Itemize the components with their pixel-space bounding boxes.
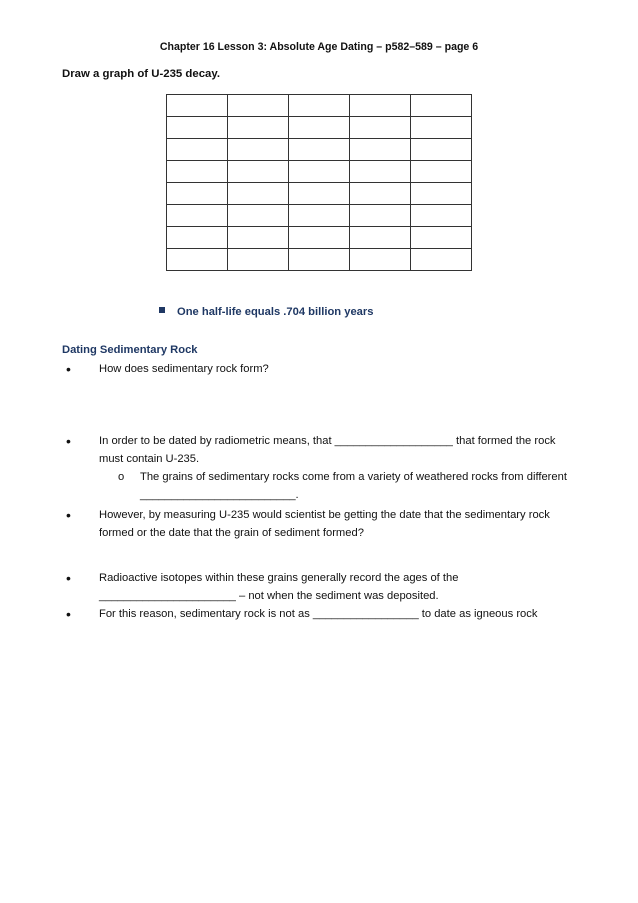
grid-cell: [228, 161, 289, 183]
grid-cell: [289, 117, 350, 139]
grid-cell: [350, 227, 411, 249]
grid-cell: [411, 95, 472, 117]
grid-cell: [167, 249, 228, 271]
grid-cell: [228, 227, 289, 249]
grid-cell: [167, 183, 228, 205]
bullet-icon: [66, 569, 71, 589]
grid-cell: [228, 183, 289, 205]
bullet-icon: [66, 506, 71, 526]
grid-row: [167, 161, 472, 183]
square-bullet-icon: [159, 307, 165, 313]
grid-cell: [167, 117, 228, 139]
grid-cell: [350, 161, 411, 183]
grid-cell: [167, 227, 228, 249]
grid-cell: [411, 205, 472, 227]
grid-cell: [167, 161, 228, 183]
sub-bullet-item: o The grains of sedimentary rocks come from a variety of weathered rocks from different _________________________.: [118, 468, 568, 504]
grid-cell: [289, 95, 350, 117]
half-life-note: One half-life equals .704 billion years: [159, 306, 373, 318]
grid-cell: [350, 183, 411, 205]
grid-cell: [350, 95, 411, 117]
page-header: Chapter 16 Lesson 3: Absolute Age Dating – p582–589 – page 6: [159, 41, 479, 53]
grid-row: [167, 183, 472, 205]
grid-cell: [350, 249, 411, 271]
bullet-item: • However, by measuring U-235 would scientist be getting the date that the sedimentary rock formed or the date that the grain of sediment formed?: [66, 506, 566, 542]
grid-cell: [228, 205, 289, 227]
grid-cell: [289, 183, 350, 205]
grid-cell: [228, 249, 289, 271]
grid-row: [167, 95, 472, 117]
grid-cell: [350, 117, 411, 139]
grid-cell: [411, 117, 472, 139]
grid-cell: [350, 139, 411, 161]
grid-row: [167, 139, 472, 161]
grid-cell: [167, 95, 228, 117]
grid-cell: [411, 249, 472, 271]
grid-cell: [411, 161, 472, 183]
bullet-item: • Radioactive isotopes within these grains generally record the ages of the ______________________ – not when the sediment was deposited.: [66, 569, 566, 605]
grid-cell: [228, 117, 289, 139]
graph-instruction: Draw a graph of U-235 decay.: [62, 68, 221, 80]
grid-cell: [289, 161, 350, 183]
grid-cell: [289, 139, 350, 161]
grid-cell: [167, 205, 228, 227]
bullet-icon: [66, 360, 71, 380]
grid-row: [167, 205, 472, 227]
grid-row: [167, 227, 472, 249]
bullet-item: • How does sedimentary rock form?: [66, 360, 566, 378]
grid-cell: [167, 139, 228, 161]
graph-grid: [166, 94, 472, 271]
grid-cell: [350, 205, 411, 227]
bullet-item: • In order to be dated by radiometric means, that ___________________ that formed the rock must contain U-235.: [66, 432, 566, 468]
grid-cell: [289, 205, 350, 227]
grid-cell: [411, 183, 472, 205]
section-title: Dating Sedimentary Rock: [62, 344, 198, 356]
grid-row: [167, 117, 472, 139]
grid-cell: [228, 139, 289, 161]
grid-cell: [411, 139, 472, 161]
circle-bullet-icon: o: [118, 471, 125, 483]
grid-cell: [289, 227, 350, 249]
bullet-icon: [66, 605, 71, 625]
grid-row: [167, 249, 472, 271]
grid-cell: [289, 249, 350, 271]
bullet-item: • For this reason, sedimentary rock is not as _________________ to date as igneous rock: [66, 605, 566, 623]
grid-cell: [411, 227, 472, 249]
grid-cell: [228, 95, 289, 117]
bullet-icon: [66, 432, 71, 452]
